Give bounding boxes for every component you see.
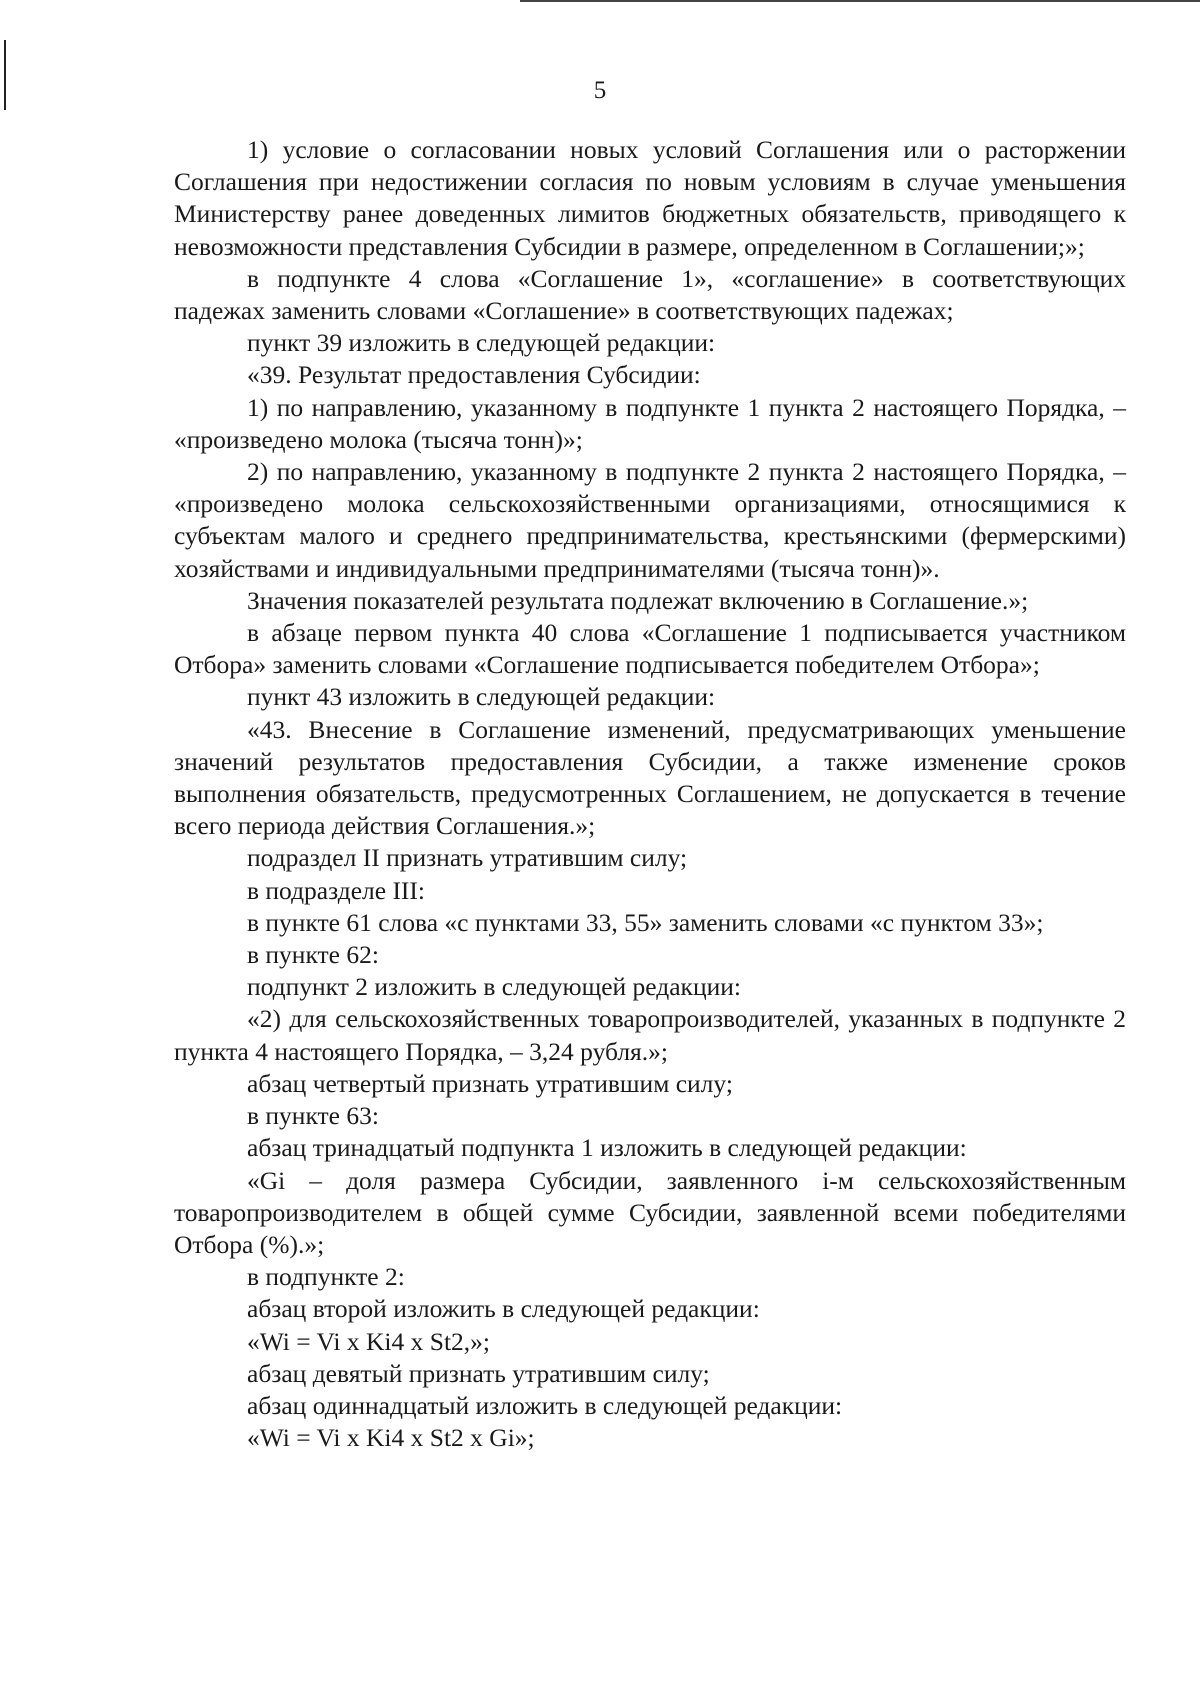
paragraph: 2) по направлению, указанному в подпункте 2 пункта 2 настоящего Порядка, – «произведено молока сельскохозяйственными организациями, относящимися к субъектам малого и среднего предпринимательства, крестьянскими (фермерскими) хозяйствами и индивидуальными предпринимателями (тысяча тонн)». bbox=[174, 457, 1126, 583]
paragraph: в пункте 61 слова «с пунктами 33, 55» заменить словами «с пунктом 33»; bbox=[247, 907, 1044, 937]
paragraph: 1) по направлению, указанному в подпункте 1 пункта 2 настоящего Порядка, – «произведено молока (тысяча тонн)»; bbox=[174, 392, 1126, 454]
paragraph: абзац второй изложить в следующей редакции: bbox=[247, 1294, 760, 1324]
paragraph: абзац четвертый признать утратившим силу; bbox=[247, 1068, 733, 1098]
paragraph: в подпункте 2: bbox=[247, 1262, 405, 1292]
paragraph: абзац девятый признать утратившим силу; bbox=[247, 1358, 710, 1388]
paragraph: 1) условие о согласовании новых условий Соглашения или о расторжении Соглашения при недостижении согласия по новым условиям в случае уменьшения Министерству ранее доведенных лимитов бюджетных обязательств, приводящего к невозможности представления Субсидии в размере, определенном в Соглашении;»; bbox=[174, 135, 1126, 261]
paragraph: в пункте 62: bbox=[247, 940, 379, 970]
paragraph: абзац одиннадцатый изложить в следующей редакции: bbox=[247, 1390, 843, 1420]
paragraph: «2) для сельскохозяйственных товаропроизводителей, указанных в подпункте 2 пункта 4 настоящего Порядка, – 3,24 рубля.»; bbox=[174, 1004, 1126, 1066]
page-number: 5 bbox=[593, 77, 607, 104]
paragraph: Значения показателей результата подлежат включению в Соглашение.»; bbox=[247, 585, 1029, 615]
paragraph: в подпункте 4 слова «Соглашение 1», «соглашение» в соответствующих падежах заменить словами «Соглашение» в соответствующих падежах; bbox=[174, 263, 1126, 326]
paragraph: «Wi = Vi x Ki4 x St2 x Gi»; bbox=[247, 1423, 535, 1453]
paragraph: в пункте 63: bbox=[247, 1101, 379, 1131]
paragraph: абзац тринадцатый подпункта 1 изложить в следующей редакции: bbox=[247, 1133, 967, 1163]
paragraph: подраздел II признать утратившим силу; bbox=[247, 843, 688, 873]
paragraph: подпункт 2 изложить в следующей редакции: bbox=[247, 972, 741, 1002]
paragraph: в подразделе III: bbox=[247, 875, 426, 905]
paragraph: «39. Результат предоставления Субсидии: bbox=[247, 360, 701, 390]
paragraph: пункт 39 изложить в следующей редакции: bbox=[247, 328, 716, 358]
paragraph: в абзаце первом пункта 40 слова «Соглашение 1 подписывается участником Отбора» заменить словами «Соглашение подписывается победителем Отбора»; bbox=[174, 618, 1126, 680]
scan-edge-top bbox=[520, 0, 1200, 2]
paragraph: «Wi = Vi x Ki4 x St2,»; bbox=[247, 1326, 490, 1356]
paragraph: «Gi – доля размера Субсидии, заявленного i-м сельскохозяйственным товаропроизводителем в общей сумме Субсидии, заявленной всеми победителями Отбора (%).»; bbox=[174, 1165, 1126, 1259]
paragraph: «43. Внесение в Соглашение изменений, предусматривающих уменьшение значений результатов предоставления Субсидии, а также изменение сроков выполнения обязательств, предусмотренных Соглашением, не допускается в течение всего периода действия Соглашения.»; bbox=[174, 714, 1126, 841]
paragraph: пункт 43 изложить в следующей редакции: bbox=[247, 682, 716, 712]
document-body bbox=[174, 134, 1126, 1454]
